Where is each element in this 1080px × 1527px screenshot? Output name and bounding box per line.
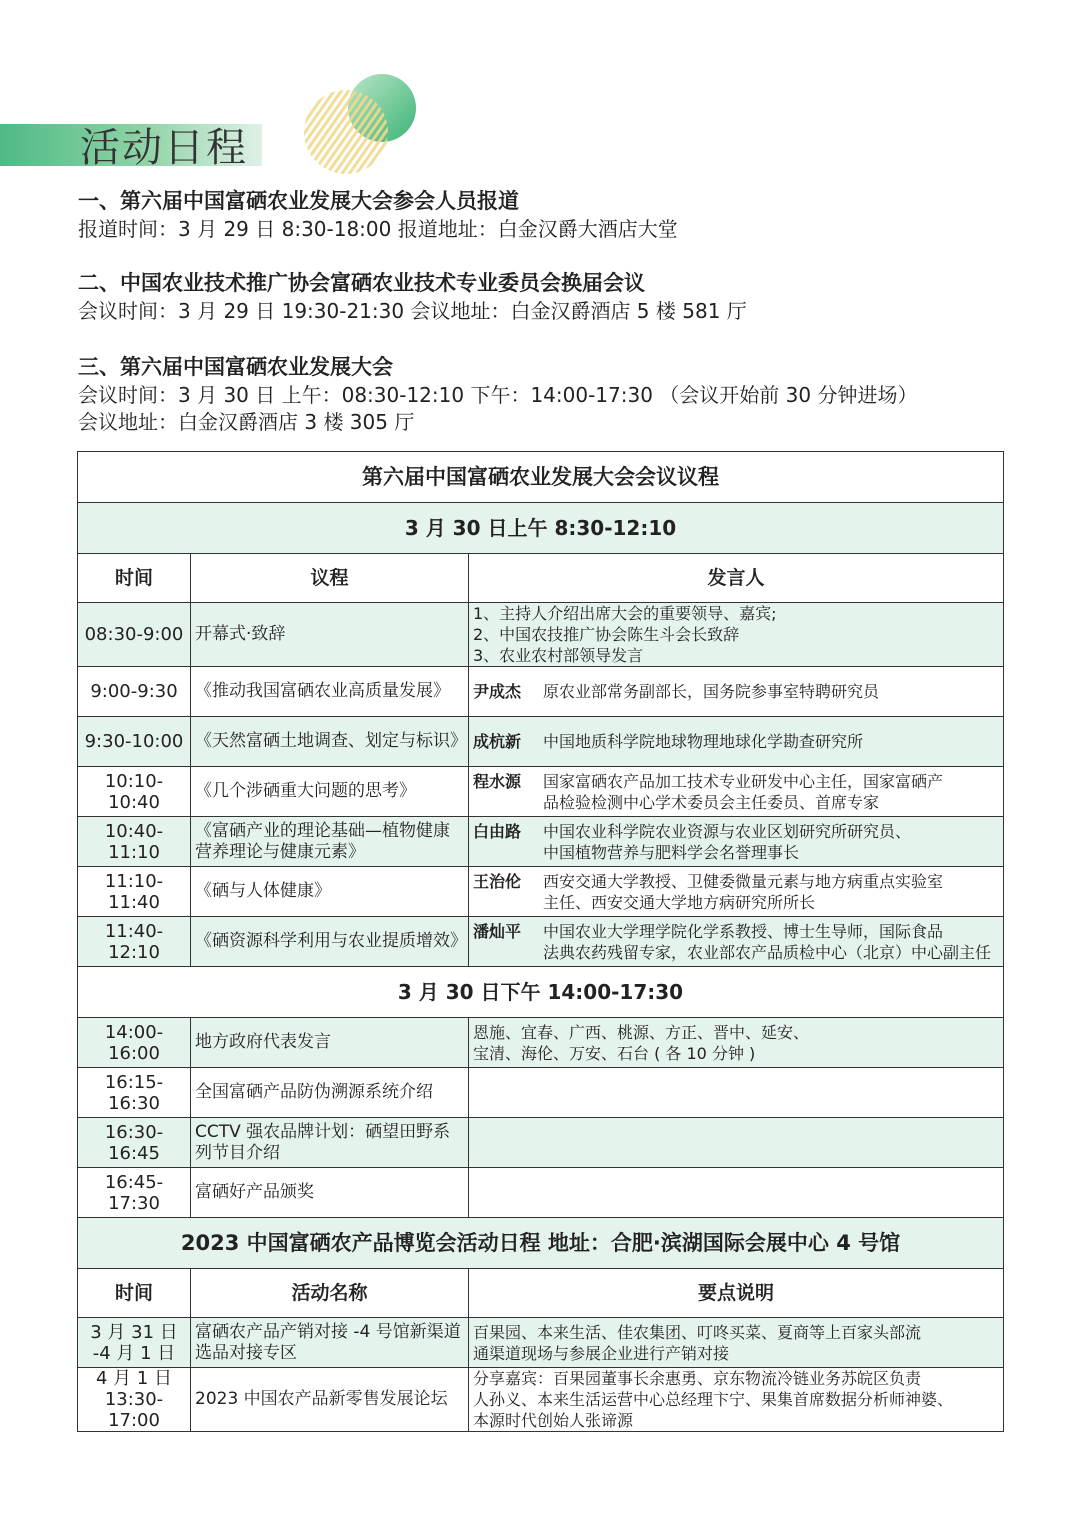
- speaker-text: [543, 771, 943, 813]
- time-line: 13:30-17:00: [104, 1389, 164, 1431]
- time-cell: 11:40-12:10: [78, 917, 191, 967]
- program-cell: CCTV 强农品牌计划：硒望田野系列节目介绍: [191, 1118, 469, 1168]
- time-cell: 16:30-16:45: [78, 1118, 191, 1168]
- program-cell: 富硒好产品颁奖: [191, 1168, 469, 1218]
- text-line: 原农业部常务副部长，国务院参事室特聘研究员: [543, 682, 880, 701]
- time-line: 4 月 1 日: [95, 1368, 173, 1389]
- page-title: 活动日程: [80, 125, 248, 171]
- section-heading: 一、第六届中国富硒农业发展大会参会人员报道: [78, 189, 519, 213]
- speaker-name: 白由路: [473, 821, 522, 841]
- col-header-program: 议程: [191, 554, 469, 603]
- program-cell: 全国富硒产品防伪溯源系统介绍: [191, 1068, 469, 1118]
- speaker-cell: [469, 1018, 1004, 1068]
- speaker-text: [543, 871, 943, 913]
- table-row: [78, 1118, 1004, 1168]
- decorative-circles: [300, 74, 420, 174]
- col-header-time: 时间: [78, 1269, 191, 1318]
- speaker-cell: [469, 917, 1004, 967]
- speaker-name: 成杭新: [473, 732, 522, 751]
- text-line: 通渠道现场与参展企业进行产销对接: [473, 1343, 730, 1363]
- speaker-wrap: [473, 921, 999, 963]
- time-cell: [78, 1318, 191, 1368]
- table-row: [78, 603, 1004, 667]
- section-1: [78, 186, 678, 243]
- time-cell: 10:10-10:40: [78, 767, 191, 817]
- col-header-time: 时间: [78, 554, 191, 603]
- table-row: [78, 1168, 1004, 1218]
- speaker-name: 王治伦: [473, 871, 522, 891]
- speaker-wrap: [473, 603, 999, 666]
- time-cell: 08:30-9:00: [78, 603, 191, 667]
- text-line: 人孙义、本来生活运营中心总经理卞宁、果集首席数据分析师神婆、: [473, 1390, 954, 1409]
- afternoon-label: 3 月 30 日下午 14:00-17:30: [78, 967, 1004, 1018]
- table-row: [78, 1018, 1004, 1068]
- text-line: 中国地质科学院地球物理地球化学勘查研究所: [543, 732, 864, 751]
- text-line: 3、农业农村部领导发言: [473, 646, 644, 665]
- section-2: [78, 268, 747, 325]
- speaker-cell: [469, 1118, 1004, 1168]
- program-cell: 《硒资源科学利用与农业提质增效》: [191, 917, 469, 967]
- program-cell: 《天然富硒土地调查、划定与标识》: [191, 717, 469, 767]
- speaker-cell: [469, 1068, 1004, 1118]
- speaker-name: 尹成杰: [473, 682, 522, 701]
- col-header-speaker: 发言人: [469, 554, 1004, 603]
- table-row: [78, 667, 1004, 717]
- text-line: 主任、西安交通大学地方病研究所所长: [543, 892, 816, 912]
- text-line: 百果园、本来生活、佳农集团、叮咚买菜、夏商等上百家头部流: [473, 1322, 922, 1342]
- text-line: 2、中国农技推广协会陈生斗会长致辞: [473, 625, 740, 644]
- program-cell: 地方政府代表发言: [191, 1018, 469, 1068]
- speaker-text: [543, 681, 879, 702]
- speaker-cell: [469, 603, 1004, 667]
- section-heading: 三、第六届中国富硒农业发展大会: [78, 355, 393, 379]
- table-row: [78, 767, 1004, 817]
- activity-cell: 富硒农产品产销对接 -4 号馆新渠道选品对接专区: [191, 1318, 469, 1368]
- col-header-notes: 要点说明: [469, 1269, 1004, 1318]
- speaker-wrap: [473, 731, 999, 752]
- speaker-wrap: [473, 821, 999, 863]
- text-line: 国家富硒农产品加工技术专业研发中心主任，国家富硒产: [543, 771, 944, 791]
- speaker-cell: [469, 817, 1004, 867]
- text-line: 品检验检测中心学术委员会主任委员、首席专家: [543, 792, 880, 812]
- notes-cell: [469, 1368, 1004, 1432]
- table-row: [78, 717, 1004, 767]
- time-cell: 16:45-17:30: [78, 1168, 191, 1218]
- speaker-text: [543, 731, 863, 752]
- table-row: [78, 817, 1004, 867]
- text-line: 本源时代创始人张谛源: [473, 1411, 634, 1430]
- agenda-table: [77, 451, 1004, 1432]
- time-cell: 9:30-10:00: [78, 717, 191, 767]
- morning-label: 3 月 30 日上午 8:30-12:10: [78, 503, 1004, 554]
- text-line: 中国农业科学院农业资源与农业区划研究所研究员、: [543, 821, 912, 841]
- speaker-wrap: [473, 871, 999, 913]
- speaker-cell: [469, 867, 1004, 917]
- program-cell: 《富硒产业的理论基础—植物健康营养理论与健康元素》: [191, 817, 469, 867]
- time-cell: 11:10-11:40: [78, 867, 191, 917]
- program-cell: 开幕式·致辞: [191, 603, 469, 667]
- speaker-cell: [469, 717, 1004, 767]
- time-cell: 10:40-11:10: [78, 817, 191, 867]
- text-line: 中国农业大学理学院化学系教授、博士生导师，国际食品: [543, 921, 944, 941]
- speaker-name: 潘灿平: [473, 921, 522, 941]
- text-line: 法典农药残留专家，农业部农产品质检中心（北京）中心副主任: [543, 942, 992, 962]
- time-cell: [78, 1368, 191, 1432]
- text-line: 宝清、海伦、万安、石台 ( 各 10 分钟 ): [473, 1043, 756, 1063]
- speaker-text: [473, 603, 777, 666]
- section-line: 会议时间：3 月 29 日 19:30-21:30 会议地址：白金汉爵酒店 5 楼 581 厅: [78, 299, 747, 323]
- speaker-text: [543, 821, 911, 863]
- table-row: [78, 1318, 1004, 1368]
- section-line: 会议地址：白金汉爵酒店 3 楼 305 厅: [78, 410, 415, 434]
- speaker-cell: [469, 1168, 1004, 1218]
- time-line: -4 月 1 日: [92, 1342, 176, 1364]
- time-cell: 16:15-16:30: [78, 1068, 191, 1118]
- speaker-name: 程水源: [473, 771, 522, 791]
- col-header-activity: 活动名称: [191, 1269, 469, 1318]
- expo-title: 2023 中国富硒农产品博览会活动日程 地址：合肥·滨湖国际会展中心 4 号馆: [78, 1218, 1004, 1269]
- table-row: [78, 1368, 1004, 1432]
- notes-cell: [469, 1318, 1004, 1368]
- program-cell: 《硒与人体健康》: [191, 867, 469, 917]
- table-row: [78, 1068, 1004, 1118]
- table-row: [78, 867, 1004, 917]
- activity-cell: 2023 中国农产品新零售发展论坛: [191, 1368, 469, 1432]
- time-line: 3 月 31 日: [90, 1321, 178, 1343]
- program-cell: 《推动我国富硒农业高质量发展》: [191, 667, 469, 717]
- section-line: 报道时间：3 月 29 日 8:30-18:00 报道地址：白金汉爵大酒店大堂: [78, 217, 678, 241]
- time-cell: 14:00-16:00: [78, 1018, 191, 1068]
- text-line: 分享嘉宾：百果园董事长余惠勇、京东物流冷链业务苏皖区负责: [473, 1369, 922, 1388]
- text-line: 中国植物营养与肥料学会名誉理事长: [543, 842, 800, 862]
- speaker-cell: [469, 667, 1004, 717]
- text-line: 1、主持人介绍出席大会的重要领导、嘉宾;: [473, 604, 777, 623]
- text-line: 恩施、宜春、广西、桃源、方正、晋中、延安、: [473, 1022, 810, 1042]
- text-line: 西安交通大学教授、卫健委微量元素与地方病重点实验室: [543, 871, 944, 891]
- time-cell: 9:00-9:30: [78, 667, 191, 717]
- speaker-wrap: [473, 681, 999, 702]
- speaker-text: [543, 921, 991, 963]
- table-row: [78, 917, 1004, 967]
- section-line: 会议时间：3 月 30 日 上午：08:30-12:10 下午：14:00-17:30 （会议开始前 30 分钟进场）: [78, 383, 918, 407]
- program-cell: 《几个涉硒重大问题的思考》: [191, 767, 469, 817]
- speaker-wrap: [473, 771, 999, 813]
- section-3: [78, 352, 917, 436]
- speaker-cell: [469, 767, 1004, 817]
- section-heading: 二、中国农业技术推广协会富硒农业技术专业委员会换届会议: [78, 271, 645, 295]
- agenda-title: 第六届中国富硒农业发展大会会议议程: [78, 452, 1004, 503]
